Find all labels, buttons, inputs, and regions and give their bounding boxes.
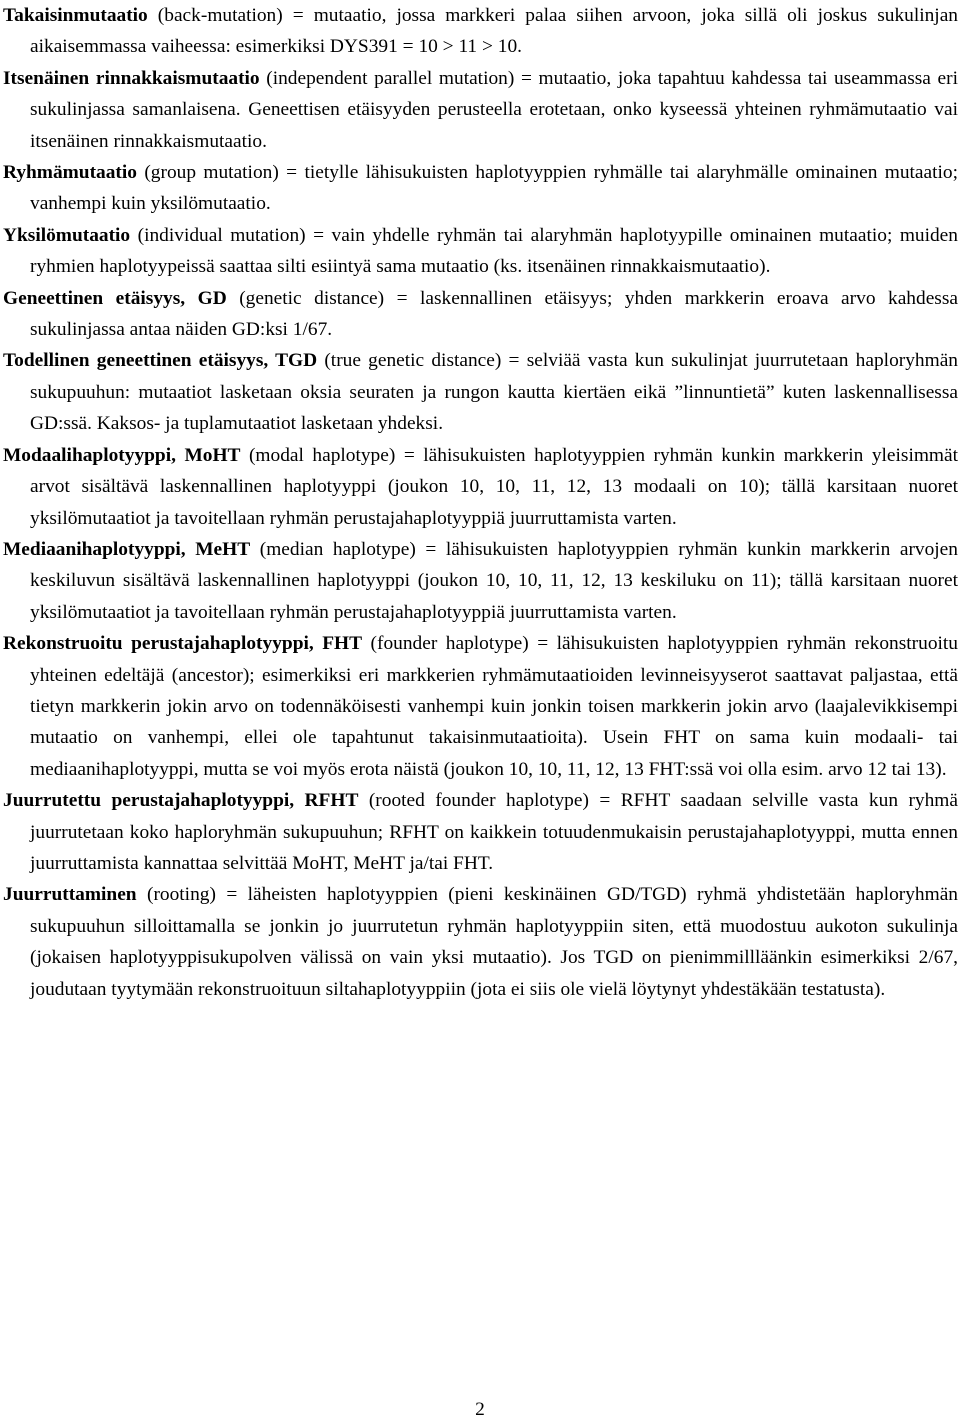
glossary-definition: (genetic distance) = laskennallinen etäisyys; yhden markkerin eroava arvo kahdessa sukulinjassa antaa näiden GD:ksi 1/67. bbox=[30, 287, 958, 341]
glossary-term: Juurruttaminen bbox=[3, 884, 137, 906]
glossary-definition: (individual mutation) = vain yhdelle ryhmän tai alaryhmän haplotyypille ominainen mutaatio; muiden ryhmien haplotyypeissä saattaa silti esiintyä sama mutaatio (ks. itsenäinen rinnakkaismutaatio). bbox=[30, 224, 958, 278]
glossary-term: Yksilömutaatio bbox=[3, 224, 131, 246]
glossary-term: Mediaanihaplotyyppi, MeHT bbox=[3, 538, 251, 560]
glossary-entry-modaalihaplotyyppi bbox=[3, 440, 958, 534]
glossary-term: Todellinen geneettinen etäisyys, TGD bbox=[3, 350, 318, 372]
glossary-definition: (modal haplotype) = lähisukuisten haplotyyppien ryhmän kunkin markkerin yleisimmät arvot sisältävä laskennallinen haplotyyppi (joukon 10, 10, 11, 12, 13 modaali on 10); tällä karsitaan nuoret yksilömutaatiot ja tavoitellaan ryhmän perustajahaplotyyppiä juurruttamista varten. bbox=[30, 444, 958, 529]
glossary-definition: (group mutation) = tietylle lähisukuisten haplotyyppien ryhmälle tai alaryhmälle ominainen mutaatio; vanhempi kuin yksilömutaatio. bbox=[30, 162, 958, 215]
glossary-definition: (back-mutation) = mutaatio, jossa markkeri palaa siihen arvoon, joka sillä oli joskus sukulinjan aikaisemmassa vaiheessa: esimerkiksi DYS391 = 10 > 11 > 10. bbox=[30, 5, 958, 58]
glossary-list bbox=[3, 0, 958, 1005]
glossary-entry-mediaanihaplotyyppi bbox=[3, 534, 958, 628]
glossary-entry-juurruttaminen bbox=[3, 879, 958, 1005]
glossary-term: Ryhmämutaatio bbox=[3, 162, 137, 184]
glossary-entry-takaisinmutaatio bbox=[3, 0, 958, 63]
glossary-term: Rekonstruoitu perustajahaplotyyppi, FHT bbox=[3, 633, 363, 655]
glossary-entry-itsenainen-rinnakkaismutaatio bbox=[3, 63, 958, 157]
glossary-entry-todellinen-geneettinen-etaisyys bbox=[3, 345, 958, 439]
glossary-definition: (independent parallel mutation) = mutaatio, joka tapahtuu kahdessa tai useammassa eri sukulinjassa samanlaisena. Geneettisen etäisyyden perusteella erotetaan, onko kyseessä yhteinen ryhmämutaatio vai itsenäinen rinnakkaismutaatio. bbox=[30, 67, 958, 152]
glossary-entry-geneettinen-etaisyys bbox=[3, 283, 958, 346]
glossary-entry-juurrutettu-perustajahaplotyyppi bbox=[3, 785, 958, 879]
glossary-definition: (founder haplotype) = lähisukuisten haplotyyppien ryhmän rekonstruoitu yhteinen edeltäjä (ancestor); esimerkiksi eri markkerien ryhmämutaatioiden levinneisyyserot saattavat paljastaa, että tietyn markkerin jokin arvo on todennäköisesti vanhempi kuin jonkin toisen markkerin jokin arvo (laajalevikkisempi mutaatio on vanhempi, ellei ole tapahtunut takaisinmutaatioita). Usein FHT on sama kuin modaali- tai mediaanihaplotyyppi, mutta se voi myös erota näistä (joukon 10, 10, 11, 12, 13 FHT:ssä voi olla esim. arvo 12 tai 13). bbox=[30, 633, 958, 780]
glossary-definition: (rooted founder haplotype) = RFHT saadaan selville vasta kun ryhmä juurrutetaan koko haploryhmän sukupuuhun; RFHT on kaikkein totuudenmukaisin perustajahaplotyyppi, mutta ennen juurruttamista kannattaa selvittää MoHT, MeHT ja/tai FHT. bbox=[30, 790, 958, 874]
glossary-term: Itsenäinen rinnakkaismutaatio bbox=[3, 67, 260, 89]
glossary-definition: (median haplotype) = lähisukuisten haplotyyppien ryhmän kunkin markkerin arvojen keskiluvun sisältävä laskennallinen haplotyyppi (joukon 10, 10, 11, 12, 13 keskiluku on 11); tällä karsitaan nuoret yksilömutaatiot ja tavoitellaan ryhmän perustajahaplotyyppiä juurruttamista varten. bbox=[30, 538, 958, 623]
glossary-definition: (true genetic distance) = selviää vasta kun sukulinjat juurrutetaan haploryhmän sukupuuhun: mutaatiot lasketaan oksia seuraten ja rungon kautta kiertäen eikä ”linnuntietä” kuten laskennallisessa GD:ssä. Kaksos- ja tuplamutaatiot lasketaan yhdeksi. bbox=[30, 350, 958, 435]
glossary-term: Modaalihaplotyyppi, MoHT bbox=[3, 444, 241, 466]
glossary-definition: (rooting) = läheisten haplotyyppien (pieni keskinäinen GD/TGD) ryhmä yhdistetään haploryhmän sukupuuhun silloittamalla se jonkin jo juurrutetun ryhmän haplotyyppiin siten, että muodostuu aukoton sukulinja (jokaisen haplotyyppisukupolven välissä on vain yksi mutaatio). Jos TGD on pienimmillläänkin esimerkiksi 2/67, joudutaan tyytymään rekonstruoituun siltahaplotyyppiin (jota ei siis ole vielä löytynyt yhdestäkään testatusta). bbox=[30, 884, 958, 1000]
glossary-entry-yksilomutaatio bbox=[3, 220, 958, 283]
glossary-term: Takaisinmutaatio bbox=[3, 5, 148, 26]
glossary-term: Juurrutettu perustajahaplotyyppi, RFHT bbox=[3, 790, 359, 812]
glossary-entry-rekonstruoitu-perustajahaplotyyppi bbox=[3, 628, 958, 785]
page-number: 2 bbox=[475, 1399, 485, 1420]
glossary-term: Geneettinen etäisyys, GD bbox=[3, 287, 227, 309]
glossary-entry-ryhmamutaatio bbox=[3, 157, 958, 220]
